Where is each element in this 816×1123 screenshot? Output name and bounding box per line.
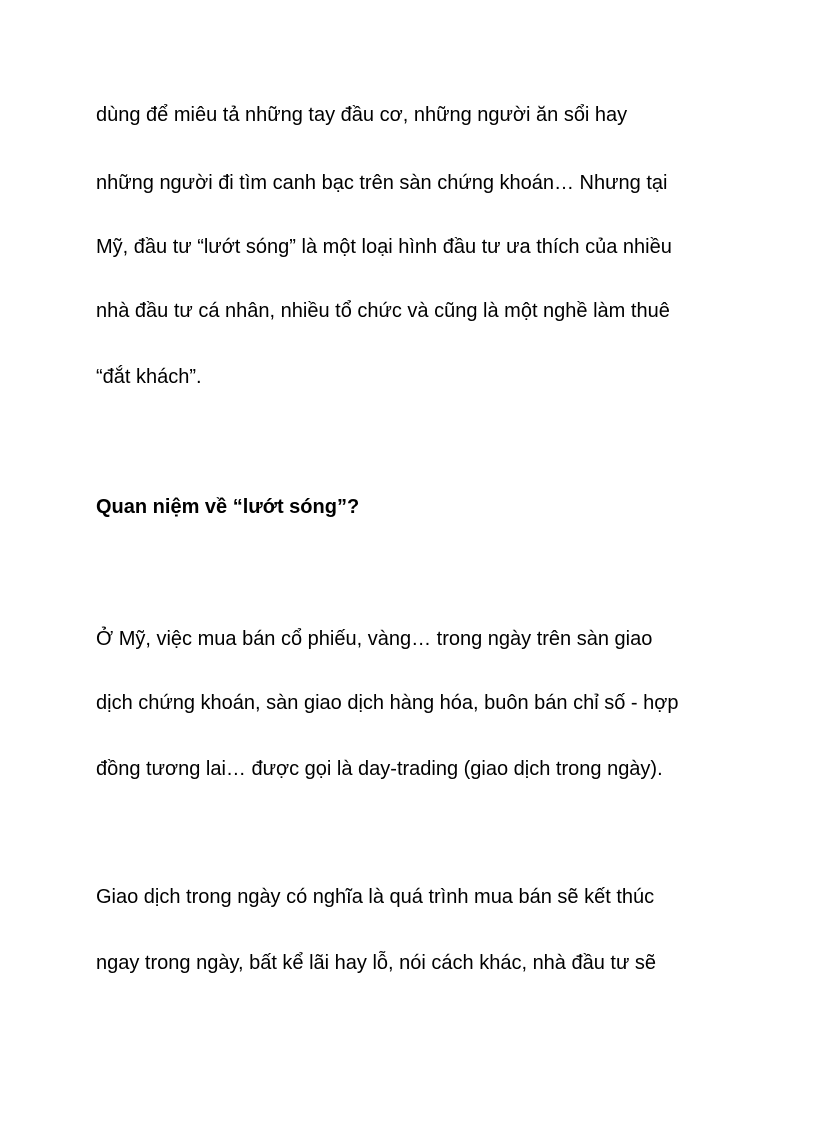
paragraph-line: Mỹ, đầu tư “lướt sóng” là một loại hình đầu tư ưa thích của nhiều: [96, 236, 672, 258]
paragraph-line: “đắt khách”.: [96, 366, 202, 388]
section-heading: Quan niệm về “lướt sóng”?: [96, 496, 360, 518]
paragraph-line: Giao dịch trong ngày có nghĩa là quá trình mua bán sẽ kết thúc: [96, 886, 655, 908]
paragraph-line: ngay trong ngày, bất kể lãi hay lỗ, nói cách khác, nhà đầu tư sẽ: [96, 952, 657, 974]
paragraph-line: những người đi tìm canh bạc trên sàn chứng khoán… Nhưng tại: [96, 172, 668, 194]
paragraph-line: đồng tương lai… được gọi là day-trading (giao dịch trong ngày).: [96, 758, 663, 780]
paragraph-line: dịch chứng khoán, sàn giao dịch hàng hóa, buôn bán chỉ số - hợp: [96, 692, 679, 714]
paragraph-line: dùng để miêu tả những tay đầu cơ, những người ăn sổi hay: [96, 104, 628, 126]
paragraph-line: Ở Mỹ, việc mua bán cổ phiếu, vàng… trong ngày trên sàn giao: [96, 628, 653, 650]
paragraph-line: nhà đầu tư cá nhân, nhiều tổ chức và cũng là một nghề làm thuê: [96, 300, 670, 322]
